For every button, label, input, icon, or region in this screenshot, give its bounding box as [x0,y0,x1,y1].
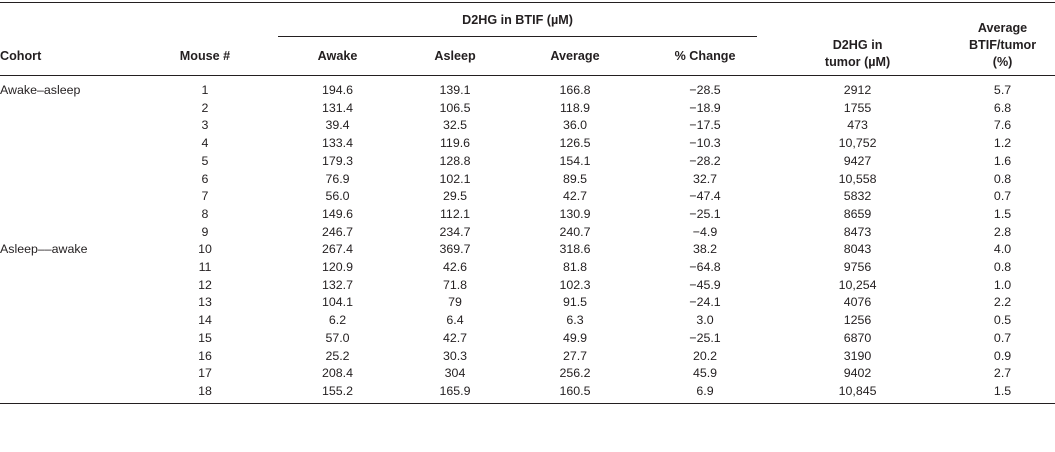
table-row [0,153,1055,171]
cell-asleep: 139.1 [439,83,471,97]
cell-change: −45.9 [689,277,721,292]
table-row [0,100,1055,118]
table-row [0,117,1055,135]
cell-cohort [0,224,140,242]
header-d2hg-btif-group [270,3,765,38]
cell-cohort [0,153,140,171]
cell-cohort [0,117,140,135]
cell-awake: 194.6 [321,83,353,97]
cell-awake: 179.3 [321,153,353,168]
cell-awake: 155.2 [270,383,405,403]
cell-average: 102.3 [559,277,591,292]
cell-cohort [0,330,140,348]
cell-awake: 57.0 [325,330,350,345]
cell-tumor: 8659 [843,206,872,221]
cell-asleep: 106.5 [439,100,471,115]
cell-change: −10.3 [689,136,721,151]
cell-average: 130.9 [559,206,591,221]
cell-average: 166.8 [559,83,591,97]
cell-ratio: 2.8 [993,224,1012,239]
cell-cohort [0,188,140,206]
cell-average: 154.1 [559,153,591,168]
cell-tumor: 6870 [843,330,872,345]
cell-mouse: 3 [201,118,209,133]
header-tumor-line2: tumor (µM) [824,55,891,69]
cell-cohort [0,294,140,312]
table-row [0,383,1055,403]
cell-cohort [0,100,140,118]
cell-mouse: 5 [201,153,209,168]
header-ratio-line3: (%) [992,55,1013,69]
cell-tumor: 9756 [843,260,872,275]
cell-ratio: 1.5 [993,206,1012,221]
cell-tumor: 10,254 [838,277,877,292]
cell-tumor: 10,752 [838,136,877,151]
cell-ratio: 1.6 [993,153,1012,168]
cell-change: −18.9 [689,100,721,115]
table-row [0,135,1055,153]
cell-asleep: 234.7 [439,224,471,239]
cell-ratio: 0.7 [993,330,1012,345]
cell-awake: 76.9 [325,171,350,186]
cell-average: 118.9 [559,100,591,115]
cell-asleep: 29.5 [442,189,468,204]
cell-asleep: 42.7 [442,330,468,345]
cell-ratio: 1.2 [993,136,1012,151]
cell-ratio: 5.7 [993,83,1012,97]
cell-tumor: 10,558 [838,171,877,186]
cell-change: 6.9 [645,383,765,403]
cell-tumor: 473 [847,118,868,133]
cell-change: −25.1 [689,330,721,345]
cell-change: −25.1 [689,206,721,221]
cell-tumor: 1256 [843,313,872,328]
cell-asleep: 304 [444,366,466,381]
cell-asleep: 79 [448,295,462,310]
cell-mouse: 8 [201,206,209,221]
cell-change: −28.2 [689,153,721,168]
cell-change: −64.8 [689,260,721,275]
cell-awake: 131.4 [321,100,353,115]
cell-average: 81.8 [562,260,588,275]
cell-change: −17.5 [689,118,721,133]
cell-ratio: 0.8 [993,260,1012,275]
cell-ratio: 4.0 [993,242,1012,257]
cell-ratio: 1.5 [950,383,1055,403]
header-ratio [950,3,1055,76]
table-row [0,277,1055,295]
cell-awake: 246.7 [321,224,353,239]
cell-average: 27.7 [562,348,588,363]
cell-average: 126.5 [559,136,591,151]
header-average: Average [505,37,645,76]
cell-average: 91.5 [562,295,588,310]
cell-awake: 208.4 [321,366,353,381]
table-header [0,3,1055,76]
table-row [0,76,1055,100]
table-body [0,76,1055,404]
cell-asleep: 42.6 [442,260,468,275]
header-tumor-line1: D2HG in [832,38,883,52]
cell-asleep: 369.7 [439,242,471,257]
cell-mouse: 18 [140,383,270,403]
cell-awake: 267.4 [321,242,353,257]
cell-cohort [0,383,140,403]
header-asleep: Asleep [405,37,505,76]
cell-tumor: 2912 [843,83,872,97]
cell-awake: 132.7 [321,277,353,292]
cell-average: 160.5 [505,383,645,403]
cell-ratio: 1.0 [993,277,1012,292]
cell-cohort [0,312,140,330]
cell-mouse: 13 [198,295,212,310]
cell-mouse: 7 [201,189,209,204]
cell-cohort [0,135,140,153]
cell-cohort [0,206,140,224]
cell-change: 32.7 [692,171,718,186]
cell-awake: 149.6 [321,206,353,221]
cell-average: 240.7 [559,224,591,239]
cell-tumor: 8043 [843,242,872,257]
cell-change: −28.5 [689,83,721,97]
cell-tumor: 10,845 [765,383,950,403]
cell-mouse: 10 [198,242,212,257]
cell-asleep: 32.5 [442,118,468,133]
cell-asleep: 71.8 [442,277,468,292]
header-cohort: Cohort [0,3,140,76]
cell-ratio: 0.9 [993,348,1012,363]
table-row [0,330,1055,348]
cell-mouse: 16 [198,348,212,363]
table-row [0,188,1055,206]
cell-mouse: 12 [198,277,212,292]
group-underline [278,36,757,37]
cell-cohort [0,277,140,295]
cell-mouse: 4 [201,136,209,151]
header-change: % Change [645,37,765,76]
cell-asleep: 165.9 [405,383,505,403]
cell-awake: 120.9 [321,260,353,275]
cell-asleep: 6.4 [446,313,464,328]
cell-change: −4.9 [692,224,718,239]
header-ratio-line1: Average [977,21,1028,35]
cell-ratio: 2.7 [993,366,1012,381]
cell-change: 45.9 [692,366,718,381]
cell-ratio: 2.2 [993,295,1012,310]
cell-tumor: 3190 [843,348,872,363]
table-row [0,224,1055,242]
cell-average: 36.0 [562,118,588,133]
cell-cohort [0,259,140,277]
cell-change: −24.1 [689,295,721,310]
cell-mouse: 1 [201,83,209,97]
cell-ratio: 0.7 [993,189,1012,204]
cell-mouse: 11 [198,260,212,275]
cell-cohort: Asleep––awake [0,242,88,257]
cell-average: 6.3 [566,313,584,328]
table-row [0,294,1055,312]
cell-ratio: 0.8 [993,171,1012,186]
cell-cohort [0,365,140,383]
cell-ratio: 7.6 [993,118,1012,133]
cell-change: −47.4 [689,189,721,204]
cell-asleep: 119.6 [439,136,471,151]
cell-mouse: 14 [198,313,212,328]
cell-asleep: 30.3 [442,348,468,363]
cell-average: 49.9 [562,330,588,345]
cell-cohort [0,171,140,189]
header-awake: Awake [270,37,405,76]
cell-tumor: 4076 [843,295,872,310]
cell-tumor: 8473 [843,224,872,239]
header-ratio-line2: BTIF/tumor [968,38,1037,52]
cell-awake: 56.0 [325,189,350,204]
cell-mouse: 6 [201,171,209,186]
table-row [0,365,1055,383]
table-row [0,206,1055,224]
cell-awake: 104.1 [321,295,353,310]
table-row [0,241,1055,259]
table-row [0,259,1055,277]
cell-average: 256.2 [559,366,591,381]
cell-tumor: 9427 [843,153,872,168]
cell-change: 3.0 [696,313,714,328]
cell-tumor: 5832 [843,189,872,204]
cell-mouse: 2 [201,100,209,115]
cell-asleep: 112.1 [439,206,471,221]
cell-average: 42.7 [562,189,588,204]
cell-ratio: 6.8 [993,100,1012,115]
table-row [0,312,1055,330]
cell-asleep: 128.8 [439,153,471,168]
d2hg-table [0,2,1055,404]
cell-cohort [0,348,140,366]
cell-awake: 133.4 [321,136,353,151]
table-row [0,171,1055,189]
cell-change: 38.2 [692,242,718,257]
header-d2hg-tumor [765,3,950,76]
header-d2hg-btif-label: D2HG in BTIF (µM) [462,13,573,27]
cell-awake: 6.2 [328,313,347,328]
cell-mouse: 15 [198,330,212,345]
cell-tumor: 9402 [843,366,872,381]
cell-mouse: 17 [198,366,212,381]
cell-awake: 25.2 [325,348,350,363]
cell-average: 89.5 [562,171,588,186]
cell-change: 20.2 [692,348,718,363]
header-mouse: Mouse # [140,3,270,76]
table-row [0,348,1055,366]
cell-average: 318.6 [559,242,591,257]
cell-awake: 39.4 [325,118,350,133]
cell-cohort: Awake–asleep [0,83,81,97]
cell-mouse: 9 [201,224,209,239]
cell-asleep: 102.1 [439,171,471,186]
cell-tumor: 1755 [843,100,872,115]
cell-ratio: 0.5 [993,313,1012,328]
